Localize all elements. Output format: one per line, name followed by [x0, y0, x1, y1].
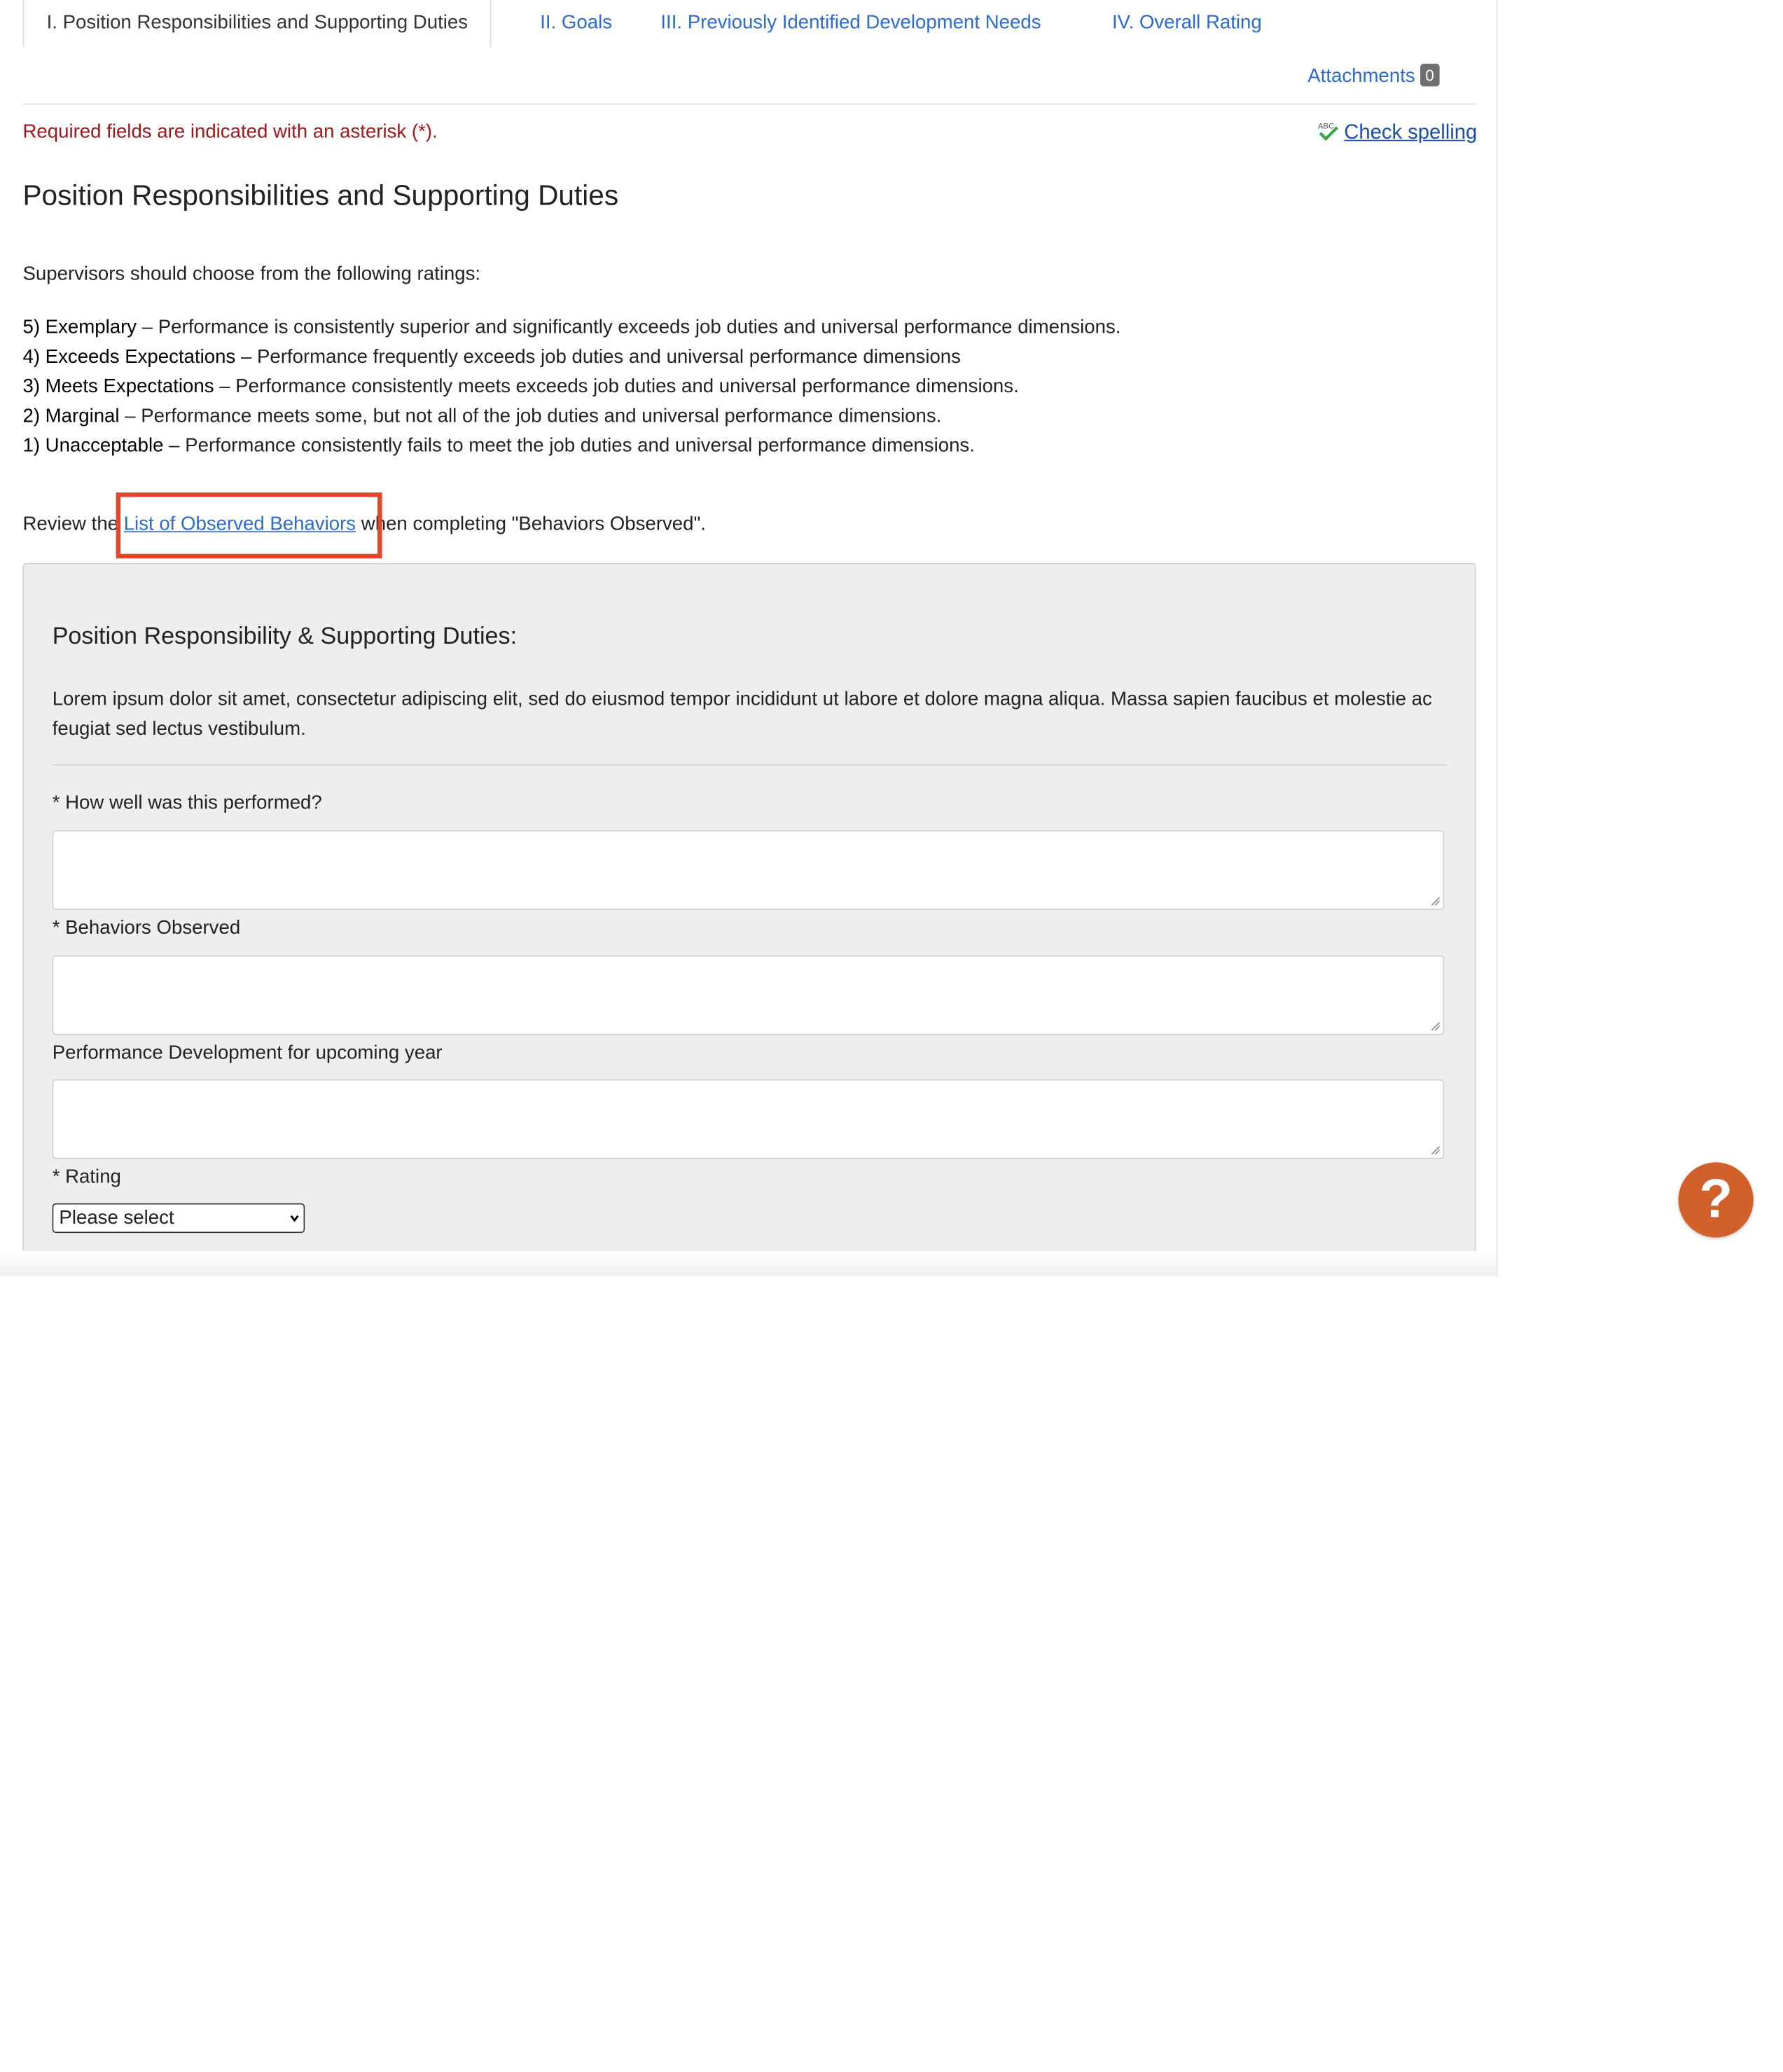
- page-bottom-fade: [0, 1251, 1497, 1276]
- responsibility-panel: [22, 563, 1476, 1265]
- review-text-before: Review the: [22, 513, 124, 535]
- annotation-highlight-box: [116, 492, 382, 558]
- attachments-label: Attachments: [1307, 64, 1415, 87]
- rating-label: * Rating: [52, 1166, 121, 1188]
- how-well-label: * How well was this performed?: [52, 792, 322, 813]
- resize-grip-icon[interactable]: [1431, 896, 1440, 905]
- svg-text:ABC: ABC: [1317, 122, 1335, 131]
- attachments-link[interactable]: [1307, 64, 1440, 88]
- observed-behaviors-link[interactable]: List of Observed Behaviors: [123, 513, 356, 535]
- ratings-list: [22, 313, 1121, 461]
- rating-definition: [22, 401, 1121, 431]
- rating-select-value: Please select: [59, 1206, 174, 1229]
- page-title: Position Responsibilities and Supporting Duties: [22, 179, 619, 212]
- check-spelling: [1317, 120, 1477, 144]
- ratings-intro: Supervisors should choose from the following ratings:: [22, 263, 481, 284]
- rating-term: 2) Marginal: [22, 405, 120, 427]
- help-icon: ?: [1699, 1169, 1733, 1230]
- resize-grip-icon[interactable]: [1431, 1021, 1440, 1030]
- panel-description: Lorem ipsum dolor sit amet, consectetur adipiscing elit, sed do eiusmod tempor incididunt ut labore et dolore magna aliqua. Massa sapien faucibus et molestie ac feugiat sed lectus vestibulum.: [52, 688, 1432, 740]
- check-spelling-link[interactable]: Check spelling: [1344, 120, 1478, 144]
- attachments-count-badge: 0: [1420, 64, 1440, 86]
- rating-description: – Performance is consistently superior and significantly exceeds job duties and universal performance dimensions.: [137, 316, 1121, 338]
- resize-grip-icon[interactable]: [1431, 1145, 1440, 1154]
- rating-definition: [22, 313, 1121, 343]
- help-button[interactable]: [1679, 1162, 1754, 1237]
- behaviors-observed-label: * Behaviors Observed: [52, 916, 241, 939]
- rating-definition: [22, 431, 1121, 460]
- rating-description: – Performance meets some, but not all of the job duties and universal performance dimensions.: [119, 405, 942, 427]
- panel-divider: [53, 764, 1447, 766]
- how-well-textarea[interactable]: [53, 830, 1444, 910]
- rating-description: – Performance consistently fails to meet the job duties and universal performance dimensions.: [163, 434, 975, 457]
- performance-development-label: Performance Development for upcoming year: [52, 1042, 443, 1064]
- section-tabs: [22, 0, 1476, 48]
- tab-goals[interactable]: II. Goals: [540, 11, 613, 34]
- spellcheck-icon: [1317, 120, 1339, 141]
- rating-term: 4) Exceeds Expectations: [22, 345, 236, 368]
- rating-definition: [22, 372, 1121, 401]
- rating-term: 1) Unacceptable: [22, 434, 164, 457]
- panel-title: Position Responsibility & Supporting Duties:: [52, 623, 518, 650]
- divider: [22, 104, 1476, 105]
- tab-development-needs[interactable]: III. Previously Identified Development Needs: [660, 11, 1041, 34]
- tab-position-responsibilities[interactable]: I. Position Responsibilities and Supporting Duties: [22, 0, 492, 48]
- required-fields-note: Required fields are indicated with an asterisk (*).: [22, 120, 438, 142]
- rating-select[interactable]: [53, 1203, 305, 1233]
- rating-term: 5) Exemplary: [22, 316, 137, 338]
- behaviors-observed-textarea[interactable]: [53, 955, 1444, 1035]
- performance-development-textarea[interactable]: [53, 1079, 1444, 1159]
- review-text-after: when completing "Behaviors Observed".: [356, 513, 706, 535]
- rating-description: – Performance consistently meets exceeds job duties and universal performance dimensions.: [214, 375, 1019, 397]
- rating-term: 3) Meets Expectations: [22, 375, 214, 397]
- content-right-border: [1497, 0, 1498, 1276]
- rating-description: – Performance frequently exceeds job duties and universal performance dimensions: [235, 345, 961, 368]
- rating-definition: [22, 343, 1121, 372]
- chevron-down-icon: [290, 1213, 299, 1222]
- tab-overall-rating[interactable]: IV. Overall Rating: [1111, 11, 1262, 34]
